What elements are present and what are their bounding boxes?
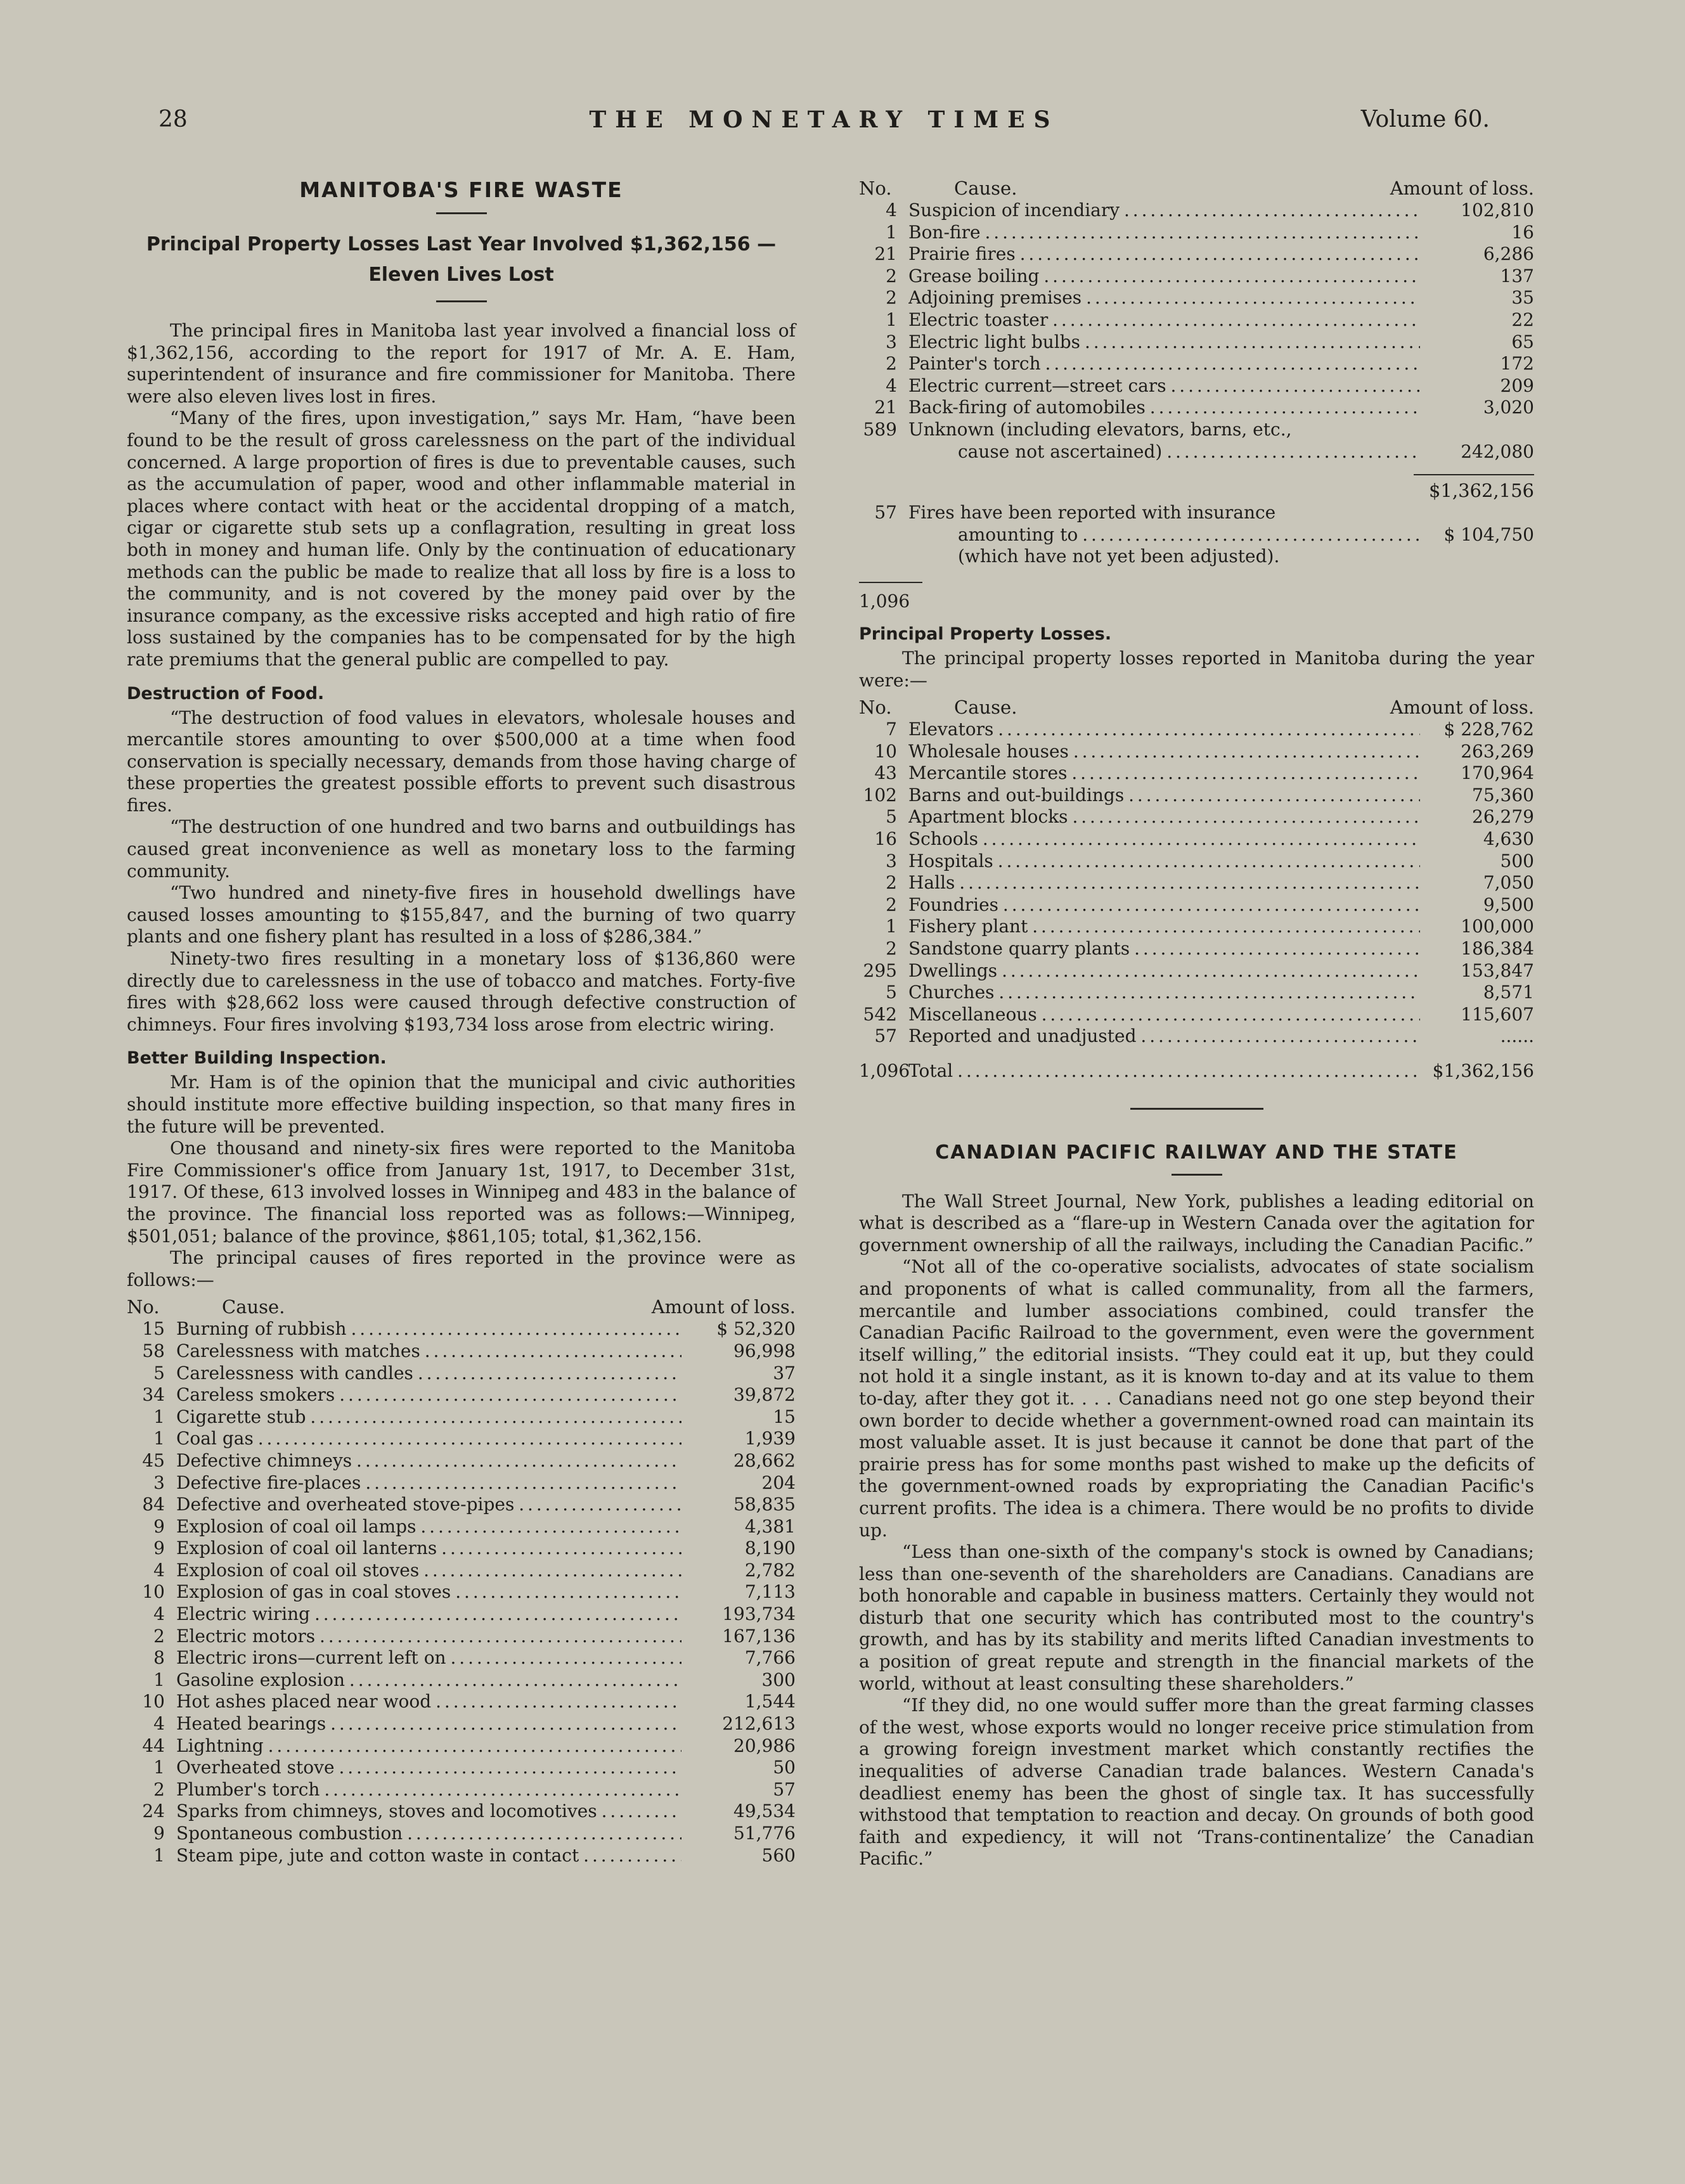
row-no: 5 (153, 1362, 165, 1384)
table-row (859, 851, 1534, 873)
table-row (127, 1538, 796, 1560)
row-cause: Electric current—street cars . . . (908, 375, 1420, 397)
row-amount: 6,286 (1483, 243, 1534, 265)
table-row (859, 331, 1534, 354)
row-cause: Steam pipe, jute and cotton waste in contact . . . (176, 1845, 681, 1867)
causes-table-right (859, 200, 1534, 419)
row-no: 2 (886, 353, 897, 375)
row-no: 4 (153, 1559, 165, 1581)
row-amount: 4,630 (1483, 828, 1534, 850)
paragraph: “Not all of the co-operative socialists, advocates of state socialism and proponents of what is called communality, from all the farmers, mercantile and lumber associations combined, could transfer the Canadian Pacific Railroad to the government, even were the government itself willing,” the editorial insists. “They could eat it up, but they could not hold it a single instant, as it is known to-day and at its value to them to-day, after they got it. . . . Canadians need not go one step beyond their own border to decide whether a government-owned road can maintain its most valuable asset. It is just because it cannot be done that part of the prairie press has for some months past wished to make up the deficits of the government-owned roads by expropriating the Canadian Pacific's current profits. The idea is a chimera. There would be no profits to divide up. (859, 1256, 1534, 1541)
table-row (859, 960, 1534, 982)
paragraph: Mr. Ham is of the opinion that the municipal and civic authorities should institute more effective building inspection, so that many fires in the future will be prevented. (127, 1072, 796, 1137)
row-amount: 22 (1511, 309, 1534, 330)
row-no: 21 (874, 397, 897, 418)
row-amount: 50 (773, 1757, 796, 1778)
row-amount: 193,734 (722, 1603, 796, 1625)
row-amount: 167,136 (722, 1625, 796, 1647)
row-amount: 39,872 (733, 1384, 796, 1406)
insurance-line: (which have not yet been adjusted). (958, 546, 1280, 567)
row-cause: Total . . . (908, 1060, 1420, 1082)
row-cause: Gasoline explosion . . . (176, 1669, 681, 1692)
row-cause: Electric irons—current left on . . . (176, 1647, 681, 1669)
row-amount: 20,986 (733, 1735, 796, 1756)
section-heading: Destruction of Food. (127, 683, 325, 703)
row-amount: 115,607 (1461, 1003, 1534, 1025)
row-no: 24 (142, 1801, 165, 1822)
article-title: MANITOBA'S FIRE WASTE (299, 177, 623, 202)
table-row (127, 1406, 796, 1429)
table-row (127, 1691, 796, 1713)
article-title: CANADIAN PACIFIC RAILWAY AND THE STATE (935, 1141, 1458, 1164)
table-row (859, 894, 1534, 916)
row-cause: Careless smokers . . . (176, 1384, 681, 1406)
col-header-amount: Amount of loss. (1390, 697, 1534, 719)
row-cause: Unknown (including elevators, barns, etc., (908, 418, 1292, 440)
row-amount: 263,269 (1461, 740, 1534, 762)
row-cause: Prairie fires . . . (908, 243, 1420, 266)
row-cause: Overheated stove . . . (176, 1757, 681, 1779)
article2-text (859, 1191, 1534, 1870)
row-amount: ...... (1500, 1025, 1534, 1047)
insurance-amount: $ 104,750 (1443, 524, 1534, 545)
row-cause: Schools . . . (908, 828, 1420, 851)
table-row (127, 1603, 796, 1626)
row-amount: 102,810 (1461, 200, 1534, 221)
row-cause: Defective fire-places . . . (176, 1472, 681, 1494)
causes-table-header-cont (859, 177, 1534, 200)
row-amount: 4,381 (744, 1515, 796, 1537)
count-rule (859, 582, 922, 583)
row-no: 58 (142, 1340, 165, 1361)
table-row (127, 1757, 796, 1779)
row-cause: Explosion of coal oil stoves . . . (176, 1560, 681, 1582)
row-cause: Painter's torch . . . (908, 353, 1420, 375)
row-amount: 1,939 (744, 1428, 796, 1449)
row-amount: $1,362,156 (1432, 1060, 1534, 1081)
row-no: 10 (142, 1581, 165, 1603)
property-total-row (859, 1060, 1534, 1082)
table-row (859, 222, 1534, 244)
row-no: 15 (142, 1318, 165, 1340)
row-amount: 172 (1500, 353, 1534, 375)
causes-table-left (127, 1318, 796, 1866)
row-no: 2 (886, 287, 897, 309)
table-row (859, 785, 1534, 807)
row-amount: 7,766 (744, 1647, 796, 1669)
row-cause: Elevators . . . (908, 719, 1420, 741)
row-no: 1 (886, 221, 897, 243)
row-amount: 8,571 (1483, 982, 1534, 1003)
publication-title: THE MONETARY TIMES (589, 106, 1059, 133)
row-cause: Reported and unadjusted . . . (908, 1025, 1420, 1048)
row-no: 9 (153, 1538, 165, 1559)
row-cause: Plumber's torch . . . (176, 1779, 681, 1801)
row-no: 2 (886, 938, 897, 960)
row-cause: Hospitals . . . (908, 851, 1420, 873)
row-cause: Electric light bulbs . . . (908, 331, 1420, 354)
row-no: 2 (886, 265, 897, 286)
page-header (158, 106, 1490, 145)
table-row (859, 1025, 1534, 1048)
row-no: 1 (886, 309, 897, 330)
row-cause: Churches . . . (908, 982, 1420, 1004)
table-row (859, 287, 1534, 309)
causes-subtotal: $1,362,156 (1428, 480, 1534, 502)
row-no: 542 (863, 1003, 897, 1025)
row-cause: Miscellaneous . . . (908, 1004, 1420, 1026)
paragraph: One thousand and ninety-six fires were reported to the Manitoba Fire Commissioner's office from January 1st, 1917, to December 31st, 1917. Of these, 613 involved losses in Winnipeg and 483 in the balance of the province. The financial loss reported was as follows:—Winnipeg, $501,051; balance of the province, $861,105; total, $1,362,156. (127, 1138, 796, 1247)
volume-label: Volume 60. (1360, 106, 1490, 132)
food-section-text (127, 707, 796, 1036)
causes-table-header (127, 1296, 796, 1318)
table-row (859, 762, 1534, 785)
row-cause: Explosion of coal oil lamps . . . (176, 1516, 681, 1538)
row-cause: Foundries . . . (908, 894, 1420, 916)
row-amount: 58,835 (733, 1494, 796, 1515)
row-no: 45 (142, 1449, 165, 1471)
row-no: 2 (153, 1625, 165, 1647)
table-row (127, 1845, 796, 1867)
row-cause: Grease boiling . . . (908, 266, 1420, 288)
row-amount: 500 (1500, 850, 1534, 871)
row-amount: 137 (1500, 265, 1534, 286)
col-header-amount: Amount of loss. (1390, 177, 1534, 199)
row-no: 4 (153, 1603, 165, 1625)
col-header-cause: Cause. (954, 697, 1017, 719)
row-amount: 209 (1500, 375, 1534, 396)
table-row (127, 1669, 796, 1692)
row-no: 10 (874, 740, 897, 762)
insurance-line: amounting to . . . (908, 524, 1420, 546)
article-divider (1130, 1108, 1263, 1110)
row-no: 9 (153, 1823, 165, 1844)
table-row (127, 1560, 796, 1582)
row-amount: 15 (773, 1406, 796, 1427)
row-no: 2 (886, 872, 897, 894)
row-no: 3 (886, 331, 897, 352)
row-no: 5 (886, 982, 897, 1003)
paragraph: The principal property losses reported in Manitoba during the year were:— (859, 647, 1534, 691)
row-cause: Electric toaster . . . (908, 309, 1420, 331)
paragraph: The principal causes of fires reported in the province were as follows:— (127, 1247, 796, 1290)
row-cause: Sandstone quarry plants . . . (908, 938, 1420, 960)
sum-rule (1414, 474, 1534, 475)
row-no: 4 (886, 375, 897, 396)
row-amount: 7,113 (744, 1581, 796, 1603)
row-cause: Defective chimneys . . . (176, 1450, 681, 1472)
row-cause: Electric motors . . . (176, 1626, 681, 1648)
section-heading: Better Building Inspection. (127, 1048, 387, 1069)
row-cause: Wholesale houses . . . (908, 741, 1420, 763)
table-row (859, 938, 1534, 960)
row-no: 3 (153, 1472, 165, 1493)
insurance-line: Fires have been reported with insurance (908, 502, 1276, 524)
table-row (859, 806, 1534, 828)
row-amount: 3,020 (1483, 397, 1534, 418)
col-header-amount: Amount of loss. (651, 1296, 796, 1318)
row-no: 8 (153, 1647, 165, 1669)
table-row (859, 916, 1534, 938)
row-cause-cont: cause not ascertained) . . . (908, 441, 1420, 463)
row-no: 1 (153, 1406, 165, 1427)
title-rule (1172, 1174, 1222, 1176)
row-amount: 1,544 (744, 1691, 796, 1712)
intro-text (127, 320, 796, 671)
row-no: 589 (863, 418, 897, 440)
row-amount: $ 52,320 (716, 1318, 796, 1340)
row-no: 21 (874, 243, 897, 265)
row-cause: Halls . . . (908, 872, 1420, 894)
table-row (859, 266, 1534, 288)
unknown-row (859, 419, 1534, 463)
row-no: 16 (874, 828, 897, 850)
row-cause: Cigarette stub . . . (176, 1406, 681, 1429)
page-number: 28 (158, 106, 188, 132)
row-no: 1,096 (859, 1060, 910, 1081)
paragraph: The principal fires in Manitoba last year involved a financial loss of $1,362,156, according to the report for 1917 of Mr. A. E. Ham, superintendent of insurance and fire commissioner for Manitoba. There were also eleven lives lost in fires. (127, 320, 796, 407)
row-no: 2 (153, 1778, 165, 1800)
section-heading: Principal Property Losses. (859, 624, 1112, 644)
row-no: 57 (874, 1025, 897, 1047)
table-row (859, 1004, 1534, 1026)
row-cause: Fishery plant . . . (908, 916, 1420, 938)
table-row (859, 375, 1534, 397)
row-amount: 186,384 (1461, 938, 1534, 960)
row-amount: 212,613 (722, 1713, 796, 1735)
row-amount: 28,662 (733, 1449, 796, 1471)
paragraph: “Two hundred and ninety-five fires in household dwellings have caused losses amounting to $155,847, and the burning of two quarry plants and one fishery plant has resulted in a loss of $286,384.” (127, 882, 796, 947)
col-header-no: No. (859, 697, 892, 719)
row-no: 43 (874, 762, 897, 784)
row-amount: 170,964 (1461, 762, 1534, 784)
row-no: 102 (863, 784, 897, 806)
row-amount: 9,500 (1483, 894, 1534, 915)
col-header-cause: Cause. (954, 177, 1017, 199)
row-no: 57 (874, 502, 897, 524)
table-row (127, 1626, 796, 1648)
row-amount: 242,080 (1461, 440, 1534, 462)
table-row (127, 1516, 796, 1538)
table-row (859, 243, 1534, 266)
row-amount: 153,847 (1461, 960, 1534, 981)
row-amount: 37 (773, 1362, 796, 1384)
table-row (127, 1647, 796, 1669)
insurance-row (859, 502, 1534, 568)
row-cause: Heated bearings . . . (176, 1713, 681, 1735)
table-row (859, 741, 1534, 763)
row-amount: 8,190 (744, 1538, 796, 1559)
row-no: 34 (142, 1384, 165, 1406)
row-cause: Adjoining premises . . . (908, 287, 1420, 309)
row-cause: Explosion of coal oil lanterns . . . (176, 1538, 681, 1560)
row-no: 2 (886, 894, 897, 915)
title-rule (436, 212, 487, 214)
row-amount: 57 (773, 1778, 796, 1800)
row-cause: Sparks from chimneys, stoves and locomotives . . . (176, 1801, 681, 1823)
row-cause: Bon-fire . . . (908, 222, 1420, 244)
fire-count-total: 1,096 (859, 590, 910, 612)
table-row (127, 1363, 796, 1385)
row-amount: 300 (761, 1669, 796, 1690)
row-cause: Spontaneous combustion . . . (176, 1823, 681, 1845)
paragraph: The Wall Street Journal, New York, publishes a leading editorial on what is described as a “flare-up in Western Canada over the agitation for government ownership of all the railways, including the Canadian Pacific.” (859, 1190, 1534, 1256)
table-row (127, 1823, 796, 1845)
row-cause: Mercantile stores . . . (908, 762, 1420, 785)
row-cause: Dwellings . . . (908, 960, 1420, 982)
row-amount: 2,782 (744, 1559, 796, 1581)
paragraph: “If they did, no one would suffer more than the great farming classes of the west, whose exports would no longer receive price stimulation from a growing foreign investment market which constantly rectifies the inequalities of adverse Canadian trade balances. Western Canada's deadliest enemy has been the ghost of single tax. It has successfully withstood that temptation to reaction and decay. On grounds of both good faith and expediency, it will not ‘Trans-continentalize’ the Canadian Pacific.” (859, 1695, 1534, 1870)
table-row (859, 982, 1534, 1004)
table-row (859, 200, 1534, 222)
property-table (859, 719, 1534, 1048)
col-header-cause: Cause. (222, 1296, 285, 1318)
paragraph: “Many of the fires, upon investigation,” says Mr. Ham, “have been found to be the result of gross carelessness on the part of the individual concerned. A large proportion of fires is due to preventable causes, such as the accumulation of paper, wood and other inflammable material in places where contact with heat or the accidental dropping of a match, cigar or cigarette stub sets up a conflagration, resulting in great loss both in money and human life. Only by the continuation of educationary methods can the public be made to realize that all loss by fire is a loss to the community, and is not covered by the money paid over by the insurance company, as the excessive risks accepted and high ratio of fire loss sustained by the companies has to be compensated for by the high rate premiums that the general public are compelled to pay. (127, 408, 796, 670)
row-no: 5 (886, 806, 897, 828)
row-cause: Hot ashes placed near wood . . . (176, 1691, 681, 1713)
row-cause: Carelessness with matches . . . (176, 1340, 681, 1363)
table-row (859, 719, 1534, 741)
row-amount: 35 (1511, 287, 1534, 309)
row-cause: Explosion of gas in coal stoves . . . (176, 1581, 681, 1603)
table-row (127, 1801, 796, 1823)
row-amount: 26,279 (1472, 806, 1534, 828)
row-cause: Back-firing of automobiles . . . (908, 397, 1420, 419)
row-cause: Barns and out-buildings . . . (908, 785, 1420, 807)
row-no: 7 (886, 719, 897, 740)
row-cause: Coal gas . . . (176, 1428, 681, 1450)
row-amount: 96,998 (733, 1340, 796, 1361)
property-table-header (859, 697, 1534, 719)
table-row (859, 828, 1534, 851)
paragraph: “The destruction of food values in elevators, wholesale houses and mercantile stores amounting to over $500,000 at a time when food conservation is specially necessary, demands from those having charge of these properties the greatest possible efforts to prevent such disastrous fires. (127, 707, 796, 816)
table-row (127, 1384, 796, 1406)
row-no: 84 (142, 1494, 165, 1515)
table-row (127, 1450, 796, 1472)
row-cause: Lightning . . . (176, 1735, 681, 1757)
table-row (127, 1428, 796, 1450)
row-cause: Apartment blocks . . . (908, 806, 1420, 828)
row-no: 3 (886, 850, 897, 871)
row-no: 295 (863, 960, 897, 981)
row-cause: Burning of rubbish . . . (176, 1318, 681, 1340)
building-section-text (127, 1072, 796, 1291)
row-no: 10 (142, 1691, 165, 1712)
row-no: 1 (153, 1757, 165, 1778)
row-amount: 16 (1511, 221, 1534, 243)
table-row (127, 1318, 796, 1340)
table-row (859, 309, 1534, 331)
col-header-no: No. (859, 177, 892, 199)
table-row (127, 1581, 796, 1603)
row-amount: 75,360 (1472, 784, 1534, 806)
table-row (127, 1340, 796, 1363)
left-column (127, 177, 796, 1866)
table-row (859, 353, 1534, 375)
table-row (127, 1779, 796, 1801)
row-no: 9 (153, 1515, 165, 1537)
row-amount: 51,776 (733, 1823, 796, 1844)
table-row (127, 1472, 796, 1494)
table-row (127, 1494, 796, 1516)
row-amount: 49,534 (733, 1801, 796, 1822)
row-cause: Suspicion of incendiary . . . (908, 200, 1420, 222)
row-no: 4 (886, 200, 897, 221)
row-amount: $ 228,762 (1443, 719, 1534, 740)
paragraph: “The destruction of one hundred and two barns and outbuildings has caused great inconvenience as well as monetary loss to the farming community. (127, 816, 796, 882)
row-no: 1 (886, 916, 897, 937)
right-column (859, 177, 1534, 1870)
table-row (859, 397, 1534, 419)
row-amount: 204 (761, 1472, 796, 1493)
row-amount: 7,050 (1483, 872, 1534, 894)
subtitle-rule (436, 300, 487, 302)
table-row (859, 872, 1534, 894)
article-subtitle: Principal Property Losses Last Year Involved $1,362,156 —Eleven Lives Lost (146, 233, 777, 286)
row-no: 1 (153, 1669, 165, 1690)
col-header-no: No. (127, 1296, 160, 1318)
row-no: 44 (142, 1735, 165, 1756)
row-no: 4 (153, 1713, 165, 1735)
row-amount: 560 (761, 1844, 796, 1866)
row-cause: Defective and overheated stove-pipes . . . (176, 1494, 681, 1516)
row-no: 1 (153, 1844, 165, 1866)
row-amount: 65 (1511, 331, 1534, 352)
paragraph: Ninety-two fires resulting in a monetary loss of $136,860 were directly due to carelessness in the use of tobacco and matches. Forty-five fires with $28,662 loss were caused through defective construction of chimneys. Four fires involving $193,734 loss arose from electric wiring. (127, 948, 796, 1035)
row-cause: Electric wiring . . . (176, 1603, 681, 1626)
row-no: 1 (153, 1428, 165, 1449)
paragraph: “Less than one-sixth of the company's stock is owned by Canadians; less than one-seventh of the shareholders are Canadians. Canadians are both honorable and capable in business matters. Certainly they would not disturb that one security which has contributed most to the country's growth, and has by its stability and merits lifted Canadian investments to a position of great repute and strength in the financial markets of the world, without at least consulting these shareholders.” (859, 1541, 1534, 1694)
row-amount: 100,000 (1461, 916, 1534, 937)
row-cause: Carelessness with candles . . . (176, 1363, 681, 1385)
table-row (127, 1713, 796, 1735)
table-row (127, 1735, 796, 1757)
